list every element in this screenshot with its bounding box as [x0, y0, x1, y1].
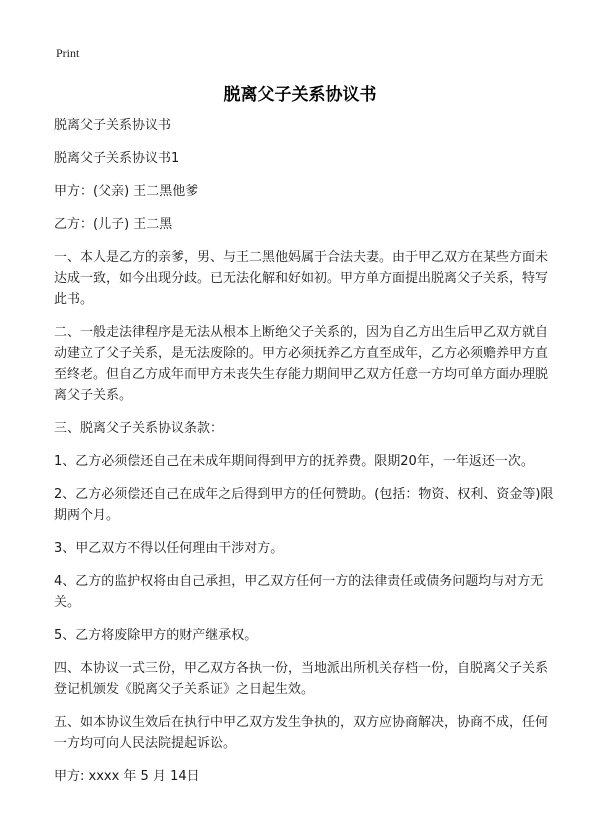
paragraph-term-4: 4、乙方的监护权将由自己承担，甲乙双方任何一方的法律责任或债务问题均与对方无关。	[54, 574, 544, 610]
paragraph-subtitle: 脱离父子关系协议书	[54, 118, 172, 133]
paragraph-term-2: 2、乙方必须偿还自己在成年之后得到甲方的任何赞助。(包括：物资、权利、资金等)限期两个月。	[54, 487, 554, 523]
paragraph-party-a: 甲方：(父亲) 王二黑他爹	[54, 184, 199, 199]
paragraph-term-3: 3、甲乙双方不得以任何理由干涉对方。	[54, 541, 284, 556]
print-link[interactable]: Print	[56, 46, 80, 60]
paragraph-clause-three-heading: 三、脱离父子关系协议条款：	[54, 421, 224, 436]
paragraph-subtitle-numbered: 脱离父子关系协议书1	[54, 151, 180, 166]
document-body	[54, 115, 554, 799]
paragraph-signature-date: 甲方: xxxx 年 5 月 14日	[54, 769, 200, 784]
paragraph-term-5: 5、乙方将废除甲方的财产继承权。	[54, 628, 258, 643]
paragraph-clause-two: 二、一般走法律程序是无法从根本上断绝父子关系的，因为自乙方出生后甲乙双方就自动建立了父子关系，是无法废除的。甲方必须抚养乙方直至成年，乙方必须赡养甲方直至终老。但自乙方成年而甲方未丧失生存能力期间甲乙双方任意一方均可单方面办理脱离父子关系。	[54, 325, 549, 403]
paragraph-term-1: 1、乙方必须偿还自己在未成年期间得到甲方的抚养费。限期20年，一年返还一次。	[54, 454, 534, 469]
document-title: 脱离父子关系协议书	[223, 85, 377, 105]
paragraph-clause-four: 四、本协议一式三份，甲乙双方各执一份，当地派出所机关存档一份，自脱离父子关系登记机颁发《脱离父子关系证》之日起生效。	[54, 661, 549, 697]
paragraph-clause-one: 一、本人是乙方的亲爹，男、与王二黑他妈属于合法夫妻。由于甲乙双方在某些方面未达成一致，如今出现分歧。已无法化解和好如初。甲方单方面提出脱离父子关系，特写此书。	[54, 250, 549, 307]
paragraph-party-b: 乙方：(儿子) 王二黑	[54, 217, 173, 232]
paragraph-clause-five: 五、如本协议生效后在执行中甲乙双方发生争执的，双方应协商解决，协商不成，任何一方均可向人民法院提起诉讼。	[54, 715, 549, 751]
